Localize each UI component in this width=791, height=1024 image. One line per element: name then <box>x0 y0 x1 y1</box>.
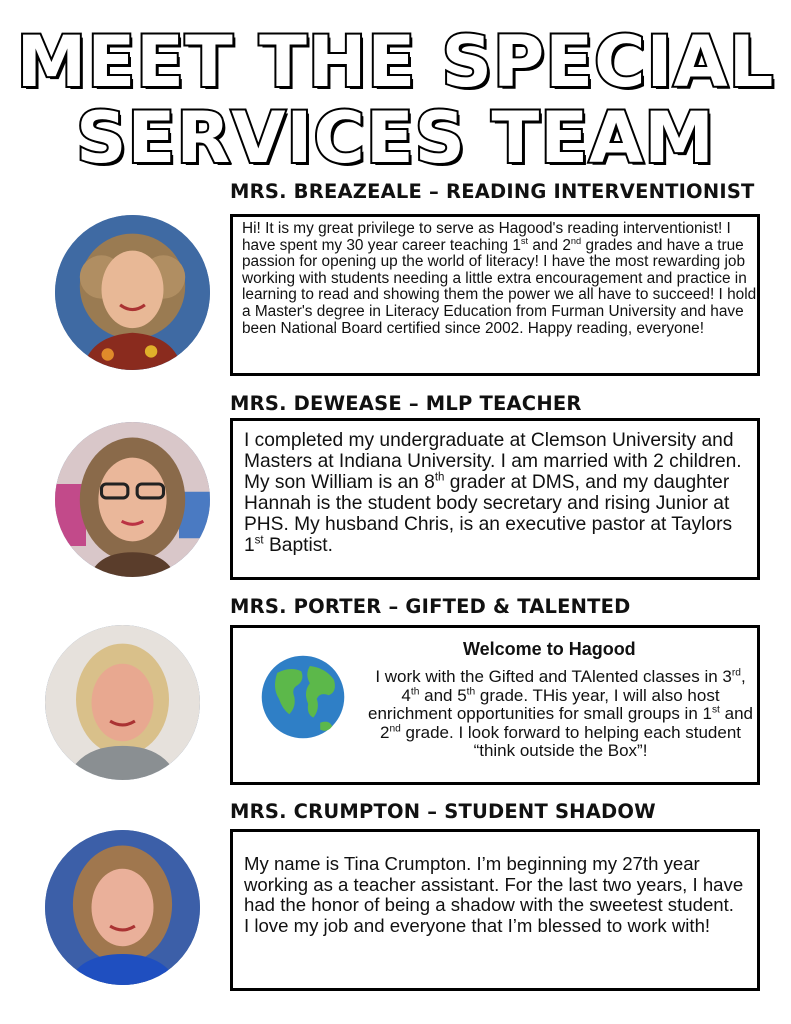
bio-box-porter <box>230 625 760 785</box>
member-heading-crumpton: MRS. CRUMPTON – STUDENT SHADOW <box>230 800 656 823</box>
bio-breazeale: Hi! It is my great privilege to serve as Hagood's reading interventionist! I have spent my 30 year career teaching 1st and 2nd grades and have a true passion for opening up the world of literacy! I have the most rewarding job working with students needing a little extra encouragement and practice in learning to read and showing them the power we all have to succeed! I hold a Master's degree in Literacy Education from Furman University and have been National Board certified since 2002. Happy reading, everyone! <box>242 220 757 337</box>
portrait-porter-icon <box>45 625 200 780</box>
avatar-breazeale <box>55 215 210 370</box>
portrait-breazeale-icon <box>55 215 210 370</box>
bio-crumpton: My name is Tina Crumpton. I’m beginning my 27th year working as a teacher assistant. For the last two years, I have had the honor of being a shadow with the sweetest student. I love my job and everyone that I’m blessed to work with! <box>244 853 744 936</box>
bio-porter: I work with the Gifted and TAlented classes in 3rd, 4th and 5th grade. THis year, I will also host enrichment opportunities for small groups in 1st and 2nd grade. I look forward to helping each student “think outside the Box”! <box>368 667 753 761</box>
bio-box-crumpton <box>230 829 760 991</box>
bio-box-breazeale <box>230 214 760 376</box>
welcome-heading: Welcome to Hagood <box>463 639 636 659</box>
bio-box-dewease <box>230 418 760 580</box>
bio-dewease: I completed my undergraduate at Clemson University and Masters at Indiana University. I am married with 2 children. My son William is an 8th grader at DMS, and my daughter Hannah is the student body secretary and rising Junior at PHS. My husband Chris, is an executive pastor at Taylors 1st Baptist. <box>244 430 742 556</box>
avatar-crumpton <box>45 830 200 985</box>
page-title-line-1: MEET THE SPECIAL <box>16 21 775 103</box>
portrait-dewease-icon <box>55 422 210 577</box>
member-heading-dewease: MRS. DEWEASE – MLP TEACHER <box>230 392 582 415</box>
avatar-porter <box>45 625 200 780</box>
avatar-dewease <box>55 422 210 577</box>
member-heading-porter: MRS. PORTER – GIFTED & TALENTED <box>230 595 631 618</box>
portrait-crumpton-icon <box>45 830 200 985</box>
globe-icon <box>260 654 346 740</box>
page-title-line-2: SERVICES TEAM <box>76 97 715 179</box>
member-heading-breazeale: MRS. BREAZEALE – READING INTERVENTIONIST <box>230 180 755 203</box>
